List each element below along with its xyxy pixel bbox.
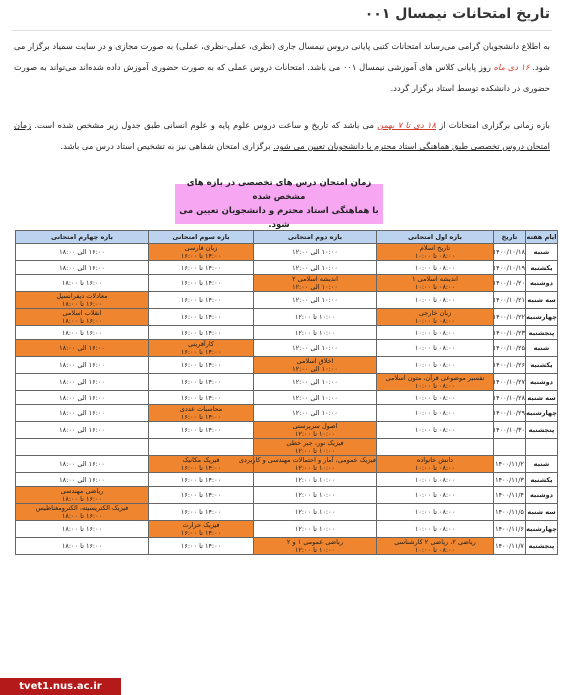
exam-time: ۰۸:۰۰ تا ۱۰:۰۰ [414,263,456,272]
row-day: چهارشنبه [526,521,558,538]
exam-time: ۰۸:۰۰ تا ۱۰:۰۰ [414,296,456,304]
col-header-slot-4: بازه چهارم امتحانی [16,231,149,244]
exam-time: ۰۸:۰۰ تا ۱۰:۰۰ [414,283,456,291]
table-row [16,357,558,374]
exam-time: ۱۴:۰۰ تا ۱۶:۰۰ [180,529,222,537]
exam-time: ۱۰:۰۰ تا ۱۲:۰۰ [294,491,336,499]
exam-slot-3 [149,357,254,374]
exam-slot-3 [149,521,254,538]
exam-time: ۱۴:۰۰ تا ۱۶:۰۰ [180,263,222,272]
course-name: ریاضی عمومی ۱ و ۲ [286,538,344,546]
exam-time: ۰۸:۰۰ تا ۱۰:۰۰ [414,252,456,260]
table-row [16,504,558,521]
row-day: یکشنبه [526,357,558,374]
row-date: ۱۴۰۰/۱۰/۱۸ [494,244,526,261]
course-name: اندیشه اسلامی ۱ [412,275,458,283]
page-title: تاریخ امتحانات نیمسال ۰۰۱ [364,6,550,22]
row-day: شنبه [526,456,558,473]
row-day: پنجشنبه [526,326,558,340]
exam-slot-3 [149,538,254,555]
exam-time: ۱۴:۰۰ تا ۱۶:۰۰ [180,542,222,550]
exam-slot-3 [149,504,254,521]
table-row [16,261,558,275]
course-name: ریاضی ۲، ریاضی ۲ کارشناسی [394,538,476,546]
exam-slot-4 [16,275,149,292]
exam-time: ۱۴:۰۰ تا ۱۶:۰۰ [180,413,222,421]
exam-slot-1 [377,374,494,391]
exam-time: ۱۴:۰۰ تا ۱۶:۰۰ [180,328,222,337]
exam-time: ۱۴:۰۰ تا ۱۶:۰۰ [180,393,222,402]
row-date: ۱۴۰۰/۱۰/۲۸ [494,391,526,405]
exam-time: ۱۴:۰۰ تا ۱۶:۰۰ [180,491,222,499]
table-row [16,326,558,340]
exam-time: ۰۸:۰۰ تا ۱۰:۰۰ [414,409,456,417]
intro-text-a: به اطلاع دانشجویان گرامی می‌رساند امتحانات کتبی پایانی دروس نیمسال جاری (نظری، عملی-نظری، عملی) به صورت مجازی و در سایت سمیاد برگزار می شود. [14,41,550,72]
exam-schedule-table [15,230,558,555]
table-header-row [16,231,558,244]
exam-time: ۱۰:۰۰ تا ۱۲:۰۰ [294,475,336,484]
exam-time: ۱۶:۰۰ الی ۱۸:۰۰ [59,378,105,386]
row-date: ۱۴۰۰/۱۰/۳۰ [494,422,526,439]
row-date: ۱۴۰۰/۱۰/۱۹ [494,261,526,275]
course-name: انقلاب اسلامی [62,309,102,317]
exam-time: ۱۴:۰۰ تا ۱۶:۰۰ [180,508,222,516]
exam-time: ۰۸:۰۰ تا ۱۰:۰۰ [414,508,456,516]
exam-slot-3 [149,439,254,456]
exam-time: ۱۰:۰۰ تا ۱۲:۰۰ [294,546,336,554]
exam-time: ۱۴:۰۰ تا ۱۶:۰۰ [180,296,222,304]
course-name: دانش خانواده [416,456,454,464]
title-divider [12,30,552,31]
exam-time: ۰۸:۰۰ تا ۱۰:۰۰ [414,361,456,369]
table-row [16,422,558,439]
exam-time: ۱۶:۰۰ الی ۱۸:۰۰ [59,475,105,484]
exam-slot-2 [254,405,377,422]
exam-time: ۱۴:۰۰ تا ۱۶:۰۰ [180,475,222,484]
exam-range: ۱۸ دی تا ۷ بهمن [377,120,436,130]
col-header-slot-2: بازه دوم امتحانی [254,231,377,244]
exam-time: ۱۴:۰۰ تا ۱۶:۰۰ [180,279,222,287]
course-name: محاسبات عددی [179,405,223,413]
intro-paragraph [14,36,550,99]
exam-slot-1 [377,309,494,326]
col-header-day: ایام هفته [526,231,558,244]
exam-slot-3 [149,405,254,422]
exam-slot-4 [16,391,149,405]
exam-time: ۱۶:۰۰ تا ۱۸:۰۰ [61,317,103,325]
exam-time: ۰۸:۰۰ تا ۱۰:۰۰ [414,464,456,472]
exam-slot-4 [16,422,149,439]
row-day: دوشنبه [526,374,558,391]
site-footer-url: tvet1.nus.ac.ir [0,678,121,695]
exam-slot-4 [16,538,149,555]
course-name: فیزیک الکتریسیته، الکترومغناطیس [35,504,129,512]
exam-time: ۰۸:۰۰ تا ۱۰:۰۰ [414,344,456,352]
row-day: پنجشنبه [526,538,558,555]
exam-time: ۱۰:۰۰ الی ۱۲:۰۰ [292,393,338,402]
row-date: ۱۴۰۰/۱۱/۳ [494,473,526,487]
exam-time: ۱۰:۰۰ تا ۱۲:۰۰ [294,328,336,337]
course-name: اخلاق اسلامی [296,357,334,365]
course-name: تفسیر موضوعی قرآن، متون اسلامی [385,374,485,382]
exam-slot-2 [254,261,377,275]
exam-time: ۱۶:۰۰ تا ۱۸:۰۰ [61,300,103,308]
exam-slot-2 [254,340,377,357]
row-date: ۱۴۰۰/۱۰/۲۱ [494,292,526,309]
exam-slot-3 [149,292,254,309]
exam-slot-1 [377,357,494,374]
course-name: اندیشه اسلامی ۲ [292,275,338,283]
exam-slot-4 [16,487,149,504]
exam-slot-2 [254,292,377,309]
exam-time: ۱۰:۰۰ الی ۱۲:۰۰ [292,378,338,386]
exam-time: ۱۶:۰۰ الی ۱۸:۰۰ [59,409,105,417]
table-row [16,538,558,555]
banner-line-1: زمان امتحان درس های تخصصی در بازه های مشخص شده [186,178,372,202]
col-header-slot-1: بازه اول امتحانی [377,231,494,244]
exam-slot-2 [254,422,377,439]
exam-slot-1 [377,292,494,309]
exam-slot-4 [16,244,149,261]
exam-slot-1 [377,456,494,473]
exam-slot-2 [254,521,377,538]
exam-time: ۱۰:۰۰ الی ۱۲:۰۰ [292,409,338,417]
exam-time: ۱۰:۰۰ تا ۱۲:۰۰ [294,447,336,455]
exam-slot-1 [377,275,494,292]
exam-slot-1 [377,473,494,487]
banner-line-2: با هماهنگی استاد محترم و دانشجویان تعیین می شود. [179,206,379,230]
exam-slot-4 [16,439,149,456]
exam-slot-2 [254,487,377,504]
table-row [16,391,558,405]
row-date: ۱۴۰۰/۱۰/۲۰ [494,275,526,292]
exam-time: ۱۰:۰۰ الی ۱۲:۰۰ [292,365,338,373]
exam-slot-1 [377,487,494,504]
exam-time: ۰۸:۰۰ تا ۱۰:۰۰ [414,525,456,533]
exam-time: ۰۸:۰۰ تا ۱۰:۰۰ [414,546,456,554]
table-row [16,487,558,504]
exam-slot-3 [149,326,254,340]
exam-time: ۱۶:۰۰ تا ۱۸:۰۰ [61,328,103,337]
exam-time: ۱۴:۰۰ تا ۱۶:۰۰ [180,348,222,356]
course-name: ریاضی مهندسی [60,487,104,495]
exam-time: ۱۶:۰۰ الی ۱۸:۰۰ [59,460,105,468]
table-row [16,309,558,326]
table-row [16,340,558,357]
row-day: سه شنبه [526,292,558,309]
exam-time: ۱۶:۰۰ تا ۱۸:۰۰ [61,525,103,533]
exam-slot-3 [149,340,254,357]
exam-slot-1 [377,422,494,439]
exam-slot-4 [16,292,149,309]
exam-slot-4 [16,405,149,422]
exam-time: ۰۸:۰۰ تا ۱۰:۰۰ [414,317,456,325]
exam-slot-4 [16,309,149,326]
row-date: ۱۴۰۰/۱۰/۲۹ [494,405,526,422]
course-name: فیزیک عمومی، آمار و احتمالات مهندسی و کاربردی [238,456,376,464]
col-header-slot-3: بازه سوم امتحانی [149,231,254,244]
exam-time: ۱۰:۰۰ الی ۱۲:۰۰ [292,296,338,304]
exam-slot-4 [16,357,149,374]
exam-slot-1 [377,504,494,521]
exam-slot-3 [149,456,254,473]
course-name: تاریخ اسلام [419,244,451,252]
row-date: ۱۴۰۰/۱۱/۶ [494,521,526,538]
row-day: شنبه [526,340,558,357]
row-day: شنبه [526,244,558,261]
table-row [16,473,558,487]
exam-time: ۱۰:۰۰ الی ۱۲:۰۰ [292,248,338,256]
row-day: سه شنبه [526,391,558,405]
exam-slot-4 [16,374,149,391]
exam-time: ۱۰:۰۰ تا ۱۲:۰۰ [294,525,336,533]
exam-slot-3 [149,422,254,439]
schedule-text-b: می باشد که تاریخ و ساعت دروس علوم پایه و علوم انسانی طبق جدول زیر مشخص شده است. [31,120,378,130]
row-day: سه شنبه [526,504,558,521]
exam-slot-3 [149,391,254,405]
exam-slot-2 [254,309,377,326]
course-name: فیزیک حرارت [182,521,220,529]
exam-slot-3 [149,261,254,275]
exam-time: ۱۰:۰۰ تا ۱۲:۰۰ [294,464,336,472]
exam-slot-4 [16,340,149,357]
table-row [16,275,558,292]
exam-slot-2 [254,538,377,555]
exam-slot-4 [16,521,149,538]
exam-slot-3 [149,473,254,487]
row-day [526,439,558,456]
exam-slot-1 [377,261,494,275]
exam-time: ۱۶:۰۰ تا ۱۸:۰۰ [61,542,103,550]
exam-slot-1 [377,538,494,555]
row-date [494,439,526,456]
exam-time: ۰۸:۰۰ تا ۱۰:۰۰ [414,382,456,390]
intro-text-b: روز پایانی کلاس های آموزشی نیمسال ۰۰۱ می باشد. امتحانات دروس عملی که به صورت حضوری آموزش داده شده‌اند می‌تواند به صورت حضوری در دانشکده توسط استاد برگزار گردد. [14,62,550,93]
exam-time: ۱۴:۰۰ تا ۱۶:۰۰ [180,313,222,321]
row-date: ۱۴۰۰/۱۰/۲۳ [494,326,526,340]
table-row [16,439,558,456]
row-date: ۱۴۰۰/۱۱/۴ [494,487,526,504]
course-name: معادلات دیفرانسیل [56,292,108,300]
row-date: ۱۴۰۰/۱۱/۷ [494,538,526,555]
exam-time: ۰۸:۰۰ تا ۱۰:۰۰ [414,426,456,434]
exam-slot-4 [16,261,149,275]
exam-slot-4 [16,504,149,521]
schedule-paragraph [14,115,550,157]
exam-time: ۱۶:۰۰ الی ۱۸:۰۰ [59,344,105,352]
exam-slot-1 [377,439,494,456]
course-name: زبان فارسی [184,244,218,252]
exam-slot-2 [254,326,377,340]
exam-slot-4 [16,326,149,340]
exam-slot-3 [149,275,254,292]
exam-time: ۱۶:۰۰ الی ۱۸:۰۰ [59,426,105,434]
exam-time: ۱۶:۰۰ الی ۱۸:۰۰ [59,393,105,402]
row-date: ۱۴۰۰/۱۱/۲ [494,456,526,473]
exam-slot-1 [377,391,494,405]
exam-slot-1 [377,521,494,538]
exam-time: ۱۴:۰۰ تا ۱۶:۰۰ [180,378,222,386]
exam-time: ۱۶:۰۰ الی ۱۸:۰۰ [59,263,105,272]
course-name: اصول سرپرستی [292,422,338,430]
exam-time: ۱۶:۰۰ الی ۱۸:۰۰ [59,361,105,369]
exam-slot-2 [254,275,377,292]
course-name: زبان خارجی [418,309,452,317]
exam-slot-2 [238,456,377,473]
exam-time: ۱۰:۰۰ تا ۱۲:۰۰ [294,430,336,438]
exam-slot-2 [254,244,377,261]
row-date: ۱۴۰۰/۱۰/۲۲ [494,309,526,326]
exam-time: ۱۴:۰۰ تا ۱۶:۰۰ [180,252,222,260]
table-row [16,405,558,422]
course-name: فیزیک مکانیک [182,456,220,464]
exam-slot-4 [16,473,149,487]
row-date: ۱۴۰۰/۱۱/۵ [494,504,526,521]
exam-time: ۰۸:۰۰ تا ۱۰:۰۰ [414,328,456,337]
exam-time: ۱۶:۰۰ تا ۱۸:۰۰ [61,495,103,503]
exam-time: ۰۸:۰۰ تا ۱۰:۰۰ [414,475,456,484]
exam-slot-1 [377,326,494,340]
exam-time: ۱۴:۰۰ تا ۱۶:۰۰ [180,426,222,434]
row-date: ۱۴۰۰/۱۰/۲۷ [494,374,526,391]
row-date: ۱۴۰۰/۱۰/۲۵ [494,340,526,357]
exam-slot-4 [16,456,149,473]
course-name: کارآفرینی [188,340,214,348]
specialty-exam-banner [175,178,383,230]
exam-time: ۰۸:۰۰ تا ۱۰:۰۰ [414,393,456,402]
row-day: دوشنبه [526,275,558,292]
schedule-text-a: بازه زمانی برگزاری امتحانات از [435,120,550,130]
row-day: چهارشنبه [526,309,558,326]
exam-slot-2 [254,439,377,456]
exam-slot-3 [149,487,254,504]
exam-time: ۱۶:۰۰ الی ۱۸:۰۰ [59,248,105,256]
exam-time: ۰۸:۰۰ تا ۱۰:۰۰ [414,491,456,499]
exam-slot-3 [149,374,254,391]
exam-slot-2 [254,374,377,391]
exam-slot-1 [377,405,494,422]
exam-time: ۱۰:۰۰ الی ۱۲:۰۰ [292,283,338,291]
exam-slot-3 [149,309,254,326]
exam-time: ۱۶:۰۰ تا ۱۸:۰۰ [61,279,103,287]
exam-slot-2 [254,357,377,374]
col-header-date: تاریخ [494,231,526,244]
exam-time: ۱۰:۰۰ الی ۱۲:۰۰ [292,344,338,352]
exam-slot-1 [377,340,494,357]
exam-slot-2 [254,473,377,487]
exam-time: ۱۰:۰۰ تا ۱۲:۰۰ [294,313,336,321]
exam-slot-3 [149,244,254,261]
exam-time: ۱۴:۰۰ تا ۱۶:۰۰ [180,361,222,369]
specialty-exam-note: زمان امتحان دروس تخصصی طبق هماهنگی استاد محترم با دانشجویان تعیین می شود. [14,120,550,151]
exam-time: ۱۰:۰۰ تا ۱۲:۰۰ [294,508,336,516]
exam-time: ۱۰:۰۰ الی ۱۲:۰۰ [292,263,338,272]
course-name: فیزیک نور، جبر خطی [286,439,344,447]
table-row [16,456,558,473]
table-row [16,521,558,538]
exam-time: ۱۶:۰۰ تا ۱۸:۰۰ [61,512,103,520]
exam-slot-1 [377,244,494,261]
exam-slot-2 [254,504,377,521]
table-row [16,374,558,391]
exam-slot-2 [254,391,377,405]
row-day: پنجشنبه [526,422,558,439]
schedule-text-d: برگزاری امتحان شفاهی نیز به تشخیص استاد درس می باشد. [60,141,274,151]
exam-time: ۱۴:۰۰ تا ۱۶:۰۰ [180,464,222,472]
row-date: ۱۴۰۰/۱۰/۲۶ [494,357,526,374]
row-day: یکشنبه [526,473,558,487]
row-day: یکشنبه [526,261,558,275]
row-day: چهارشنبه [526,405,558,422]
table-row [16,244,558,261]
last-class-date: ۱۶ دی ماه [493,62,530,72]
row-day: دوشنبه [526,487,558,504]
table-row [16,292,558,309]
